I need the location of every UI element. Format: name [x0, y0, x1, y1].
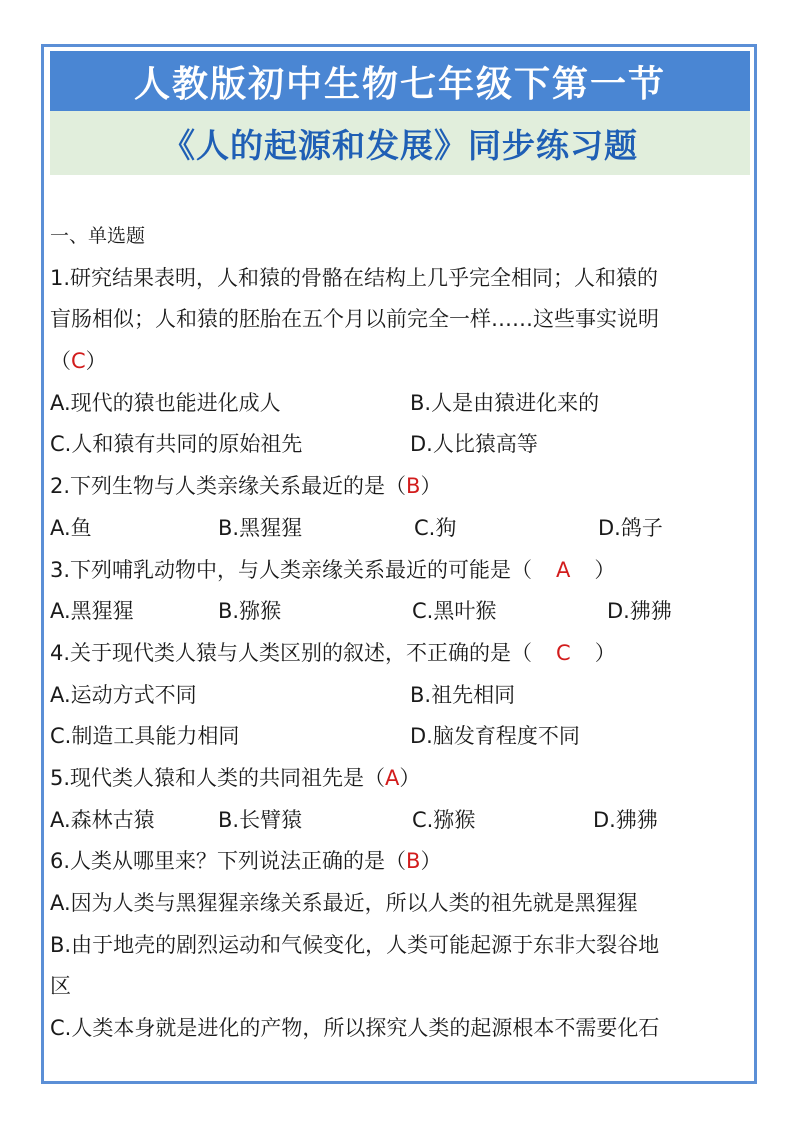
option-c: C.制造工具能力相同	[50, 724, 240, 749]
question-5-options	[50, 800, 755, 842]
answer-5: A	[385, 765, 400, 790]
answer-3: A	[556, 557, 571, 582]
option-c: C.黑叶猴	[412, 599, 497, 624]
question-1-answer-line	[50, 341, 755, 383]
option-b-continued: 区	[50, 974, 71, 999]
option-c: C.人和猿有共同的原始祖先	[50, 432, 303, 457]
question-4-text: 4.关于现代类人猿与人类区别的叙述，不正确的是（	[50, 640, 533, 665]
option-b: B.黑猩猩	[218, 515, 303, 540]
bracket-close: ）	[594, 640, 616, 665]
question-3-options	[50, 591, 755, 633]
answer-4: C	[556, 640, 571, 665]
option-b: B.长臂猿	[218, 807, 303, 832]
answer-6: B	[406, 849, 421, 874]
question-6-text: 6.人类从哪里来？下列说法正确的是（	[50, 849, 407, 874]
bracket-close: ）	[399, 765, 421, 790]
bracket-open: （	[50, 349, 71, 374]
option-d: D.鸽子	[598, 515, 663, 540]
question-1-options-row-1	[50, 383, 755, 425]
option-b: B.祖先相同	[410, 682, 516, 707]
answer-2: B	[406, 474, 421, 499]
question-2-text: 2.下列生物与人类亲缘关系最近的是（	[50, 474, 407, 499]
answer-1: C	[71, 349, 86, 374]
option-c: C.人类本身就是进化的产物，所以探究人类的起源根本不需要化石	[50, 1016, 660, 1041]
question-1-stem-line-2: 盲肠相似；人和猿的胚胎在五个月以前完全一样……这些事实说明	[50, 307, 659, 332]
option-d: D.人比猿高等	[410, 432, 538, 457]
option-d: D.狒狒	[607, 599, 672, 624]
option-a: A.鱼	[50, 515, 92, 540]
question-2-stem	[50, 466, 755, 508]
question-6-stem	[50, 841, 755, 883]
page-title: 人教版初中生物七年级下第一节	[50, 51, 750, 111]
bracket-close: ）	[594, 557, 616, 582]
option-b: B.由于地壳的剧烈运动和气候变化，人类可能起源于东非大裂谷地	[50, 932, 660, 957]
question-3-text: 3.下列哺乳动物中，与人类亲缘关系最近的可能是（	[50, 557, 533, 582]
option-b: B.人是由猿进化来的	[410, 390, 600, 415]
option-c: C.狗	[414, 515, 457, 540]
option-a: A.森林古猿	[50, 807, 155, 832]
section-heading: 一、单选题	[50, 225, 146, 247]
bracket-close: ）	[420, 849, 442, 874]
option-d: D.脑发育程度不同	[410, 724, 580, 749]
question-1-stem-line-1: 1.研究结果表明，人和猿的骨骼在结构上几乎完全相同；人和猿的	[50, 265, 659, 290]
question-5-stem	[50, 758, 755, 800]
option-b: B.猕猴	[218, 599, 282, 624]
question-3-stem	[50, 550, 755, 592]
option-d: D.狒狒	[593, 807, 658, 832]
option-a: A.黑猩猩	[50, 599, 134, 624]
question-4-stem	[50, 633, 755, 675]
option-a: A.现代的猿也能进化成人	[50, 390, 281, 415]
page-subtitle: 《人的起源和发展》同步练习题	[50, 111, 750, 175]
question-5-text: 5.现代类人猿和人类的共同祖先是（	[50, 765, 386, 790]
question-4-options-row-1	[50, 675, 755, 717]
question-1-options-row-2	[50, 424, 755, 466]
question-2-options	[50, 508, 755, 550]
bracket-close: ）	[420, 474, 442, 499]
option-c: C.猕猴	[412, 807, 476, 832]
option-a: A.因为人类与黑猩猩亲缘关系最近，所以人类的祖先就是黑猩猩	[50, 891, 638, 915]
bracket-close: ）	[85, 349, 107, 374]
option-a: A.运动方式不同	[50, 682, 197, 707]
worksheet-body	[50, 216, 755, 1050]
question-4-options-row-2	[50, 716, 755, 758]
